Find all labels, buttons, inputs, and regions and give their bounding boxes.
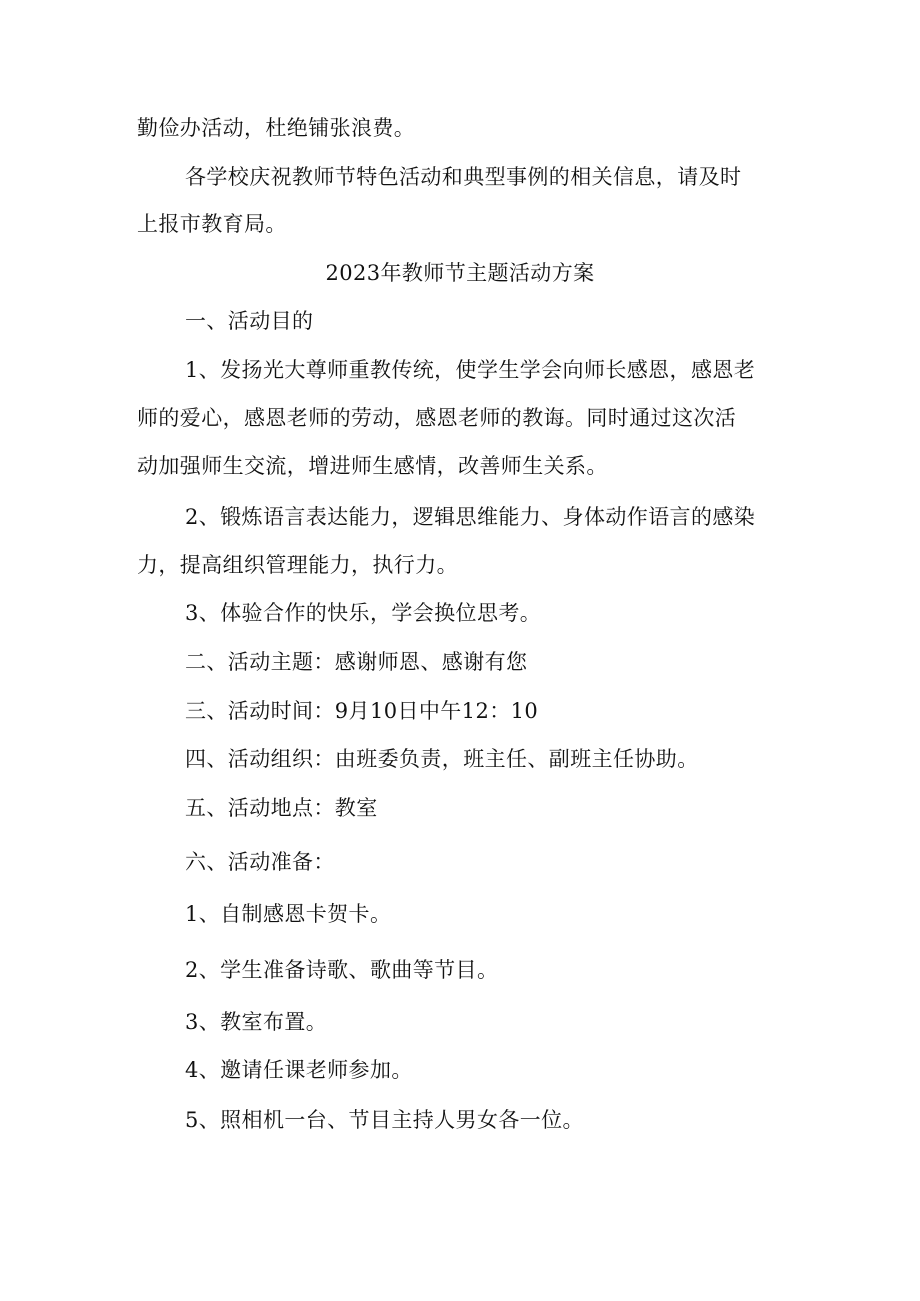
section-6-item-2: 2、学生准备诗歌、歌曲等节目。 [185, 958, 499, 982]
document-title: 2023年教师节主题活动方案 [325, 261, 595, 285]
section-5-location: 五、活动地点：教室 [185, 796, 378, 820]
section-1-item-1-line-2: 师的爱心，感恩老师的劳动，感恩老师的教诲。同时通过这次活 [137, 406, 737, 430]
section-1-item-1-line-3: 动加强师生交流，增进师生感情，改善师生关系。 [137, 454, 608, 478]
section-1-heading: 一、活动目的 [185, 309, 314, 333]
section-6-item-1: 1、自制感恩卡贺卡。 [185, 902, 392, 926]
section-6-item-4: 4、邀请任课老师参加。 [185, 1058, 413, 1082]
section-1-item-2-line-2: 力，提高组织管理能力，执行力。 [137, 553, 458, 577]
intro-line-2: 各学校庆祝教师节特色活动和典型事例的相关信息，请及时 [185, 165, 742, 189]
section-1-item-2-line-1: 2、锻炼语言表达能力，逻辑思维能力、身体动作语言的感染 [185, 505, 756, 529]
section-1-item-3: 3、体验合作的快乐，学会换位思考。 [185, 601, 542, 625]
section-6-item-3: 3、教室布置。 [185, 1010, 328, 1034]
section-4-organization: 四、活动组织：由班委负责，班主任、副班主任协助。 [185, 747, 699, 771]
section-2-theme: 二、活动主题：感谢师恩、感谢有您 [185, 650, 528, 674]
section-6-heading: 六、活动准备： [185, 850, 335, 874]
section-1-item-1-line-1: 1、发扬光大尊师重教传统，使学生学会向师长感恩，感恩老 [185, 358, 756, 382]
section-3-time: 三、活动时间：9月10日中午12：10 [185, 699, 539, 723]
section-6-item-5: 5、照相机一台、节目主持人男女各一位。 [185, 1108, 584, 1132]
intro-line-3: 上报市教育局。 [137, 212, 287, 236]
intro-line-1: 勤俭办活动，杜绝铺张浪费。 [137, 116, 416, 140]
